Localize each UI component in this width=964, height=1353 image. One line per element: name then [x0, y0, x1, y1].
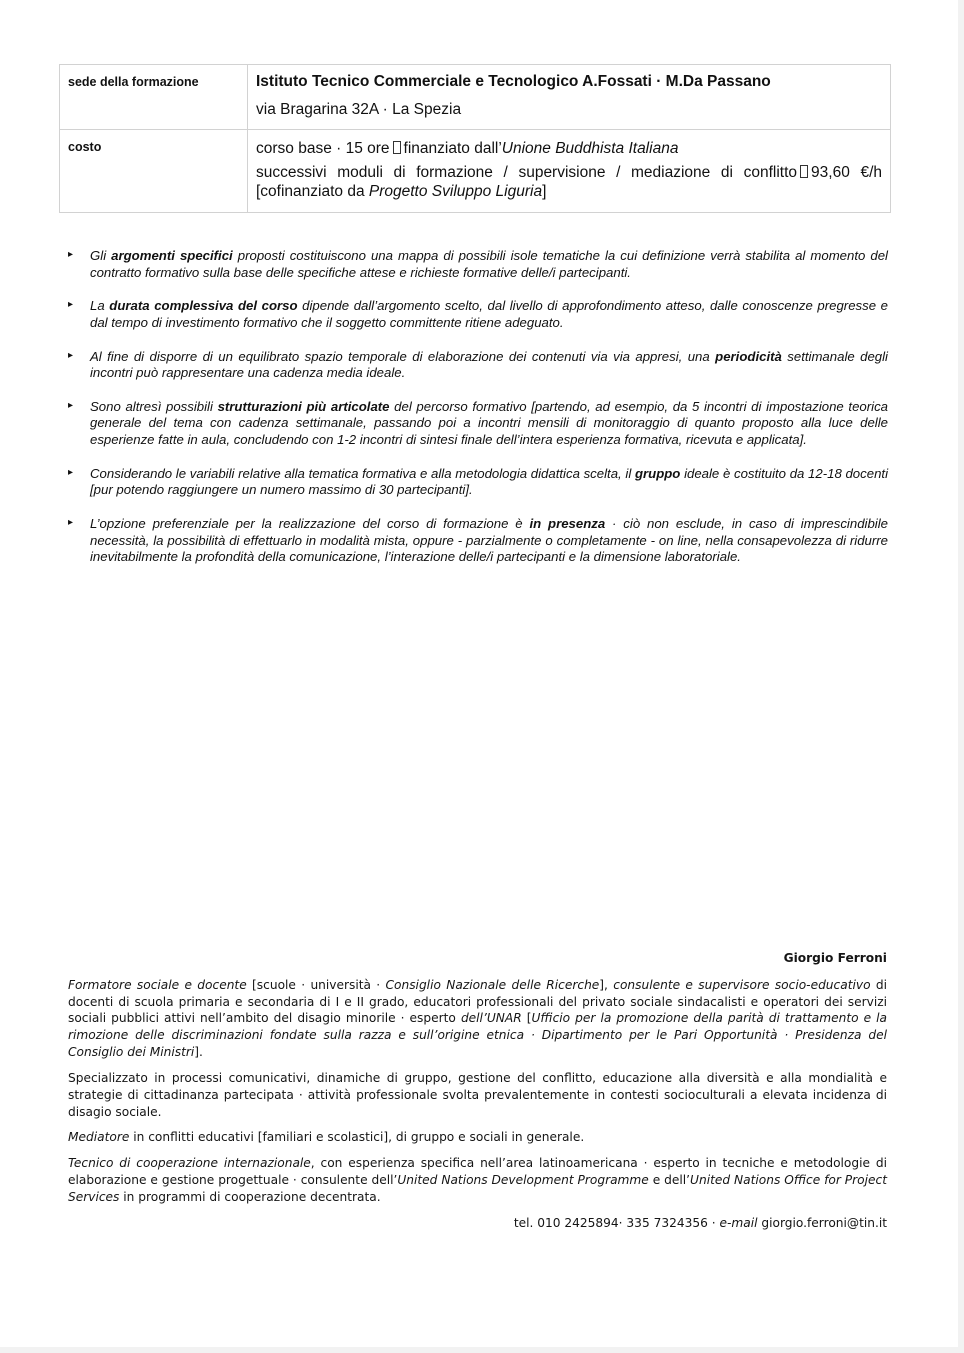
- bio-text: in conflitti educativi [familiari e scolastici], di gruppo e sociali in generale.: [129, 1130, 585, 1145]
- contact-phone: tel. 010 2425894· 335 7324356 ·: [513, 1215, 720, 1230]
- bio-text: , con esperienza specifica nell’area latinoamericana · esperto in tecniche e metodologie di elaborazione e gestione progettuale · consulente dell’: [68, 1156, 887, 1188]
- missing-glyph-icon: [393, 141, 401, 154]
- location-value: [248, 65, 891, 130]
- location-label: sede della formazione: [60, 65, 248, 130]
- bio-role: Formatore sociale e docente: [68, 977, 247, 992]
- bullet-item-duration: [68, 298, 888, 331]
- bullet-text: ideale è costituito da 12-18 docenti [pur potendo raggiungere un numero massimo di 30 partecipanti].: [90, 465, 888, 498]
- cost-cofund-open: [cofinanziato da: [256, 182, 369, 200]
- cost-funded-text: finanziato dall’: [403, 139, 502, 157]
- info-table: [59, 64, 891, 213]
- bullet-text: La: [90, 298, 110, 314]
- bullet-text: Al fine di disporre di un equilibrato spazio temporale di elaborazione dei contenuti via via appresi, una: [90, 348, 716, 364]
- cost-cofund-close: ]: [542, 182, 547, 200]
- author-signature: [68, 950, 887, 1232]
- bio-role: consulente e supervisore socio-educativo: [613, 977, 871, 992]
- contact-email[interactable]: giorgio.ferroni@tin.it: [757, 1215, 887, 1230]
- bio-text: in programmi di cooperazione decentrata.: [119, 1189, 381, 1204]
- bio-paragraph-1: [68, 977, 887, 1061]
- bullet-keyword: strutturazioni più articolate: [217, 398, 390, 414]
- bullet-text: L’opzione preferenziale per la realizzazione del corso di formazione è: [90, 515, 530, 531]
- bio-text: [: [521, 1011, 532, 1026]
- page-edge-bottom: [0, 1347, 964, 1353]
- bullet-text: settimanale degli incontri può rappresentare una cadenza media ideale.: [90, 348, 888, 381]
- bio-text: [scuole · università ·: [246, 977, 386, 992]
- location-row: [60, 65, 891, 130]
- bullet-keyword: periodicità: [715, 348, 782, 364]
- bullet-text: Sono altresì possibili: [90, 398, 218, 414]
- bio-org: United Nations Development Programme: [397, 1173, 649, 1188]
- bio-org: Consiglio Nazionale delle Ricerche: [385, 977, 600, 992]
- cost-rate: 93,60 €/h: [811, 164, 882, 182]
- bullet-text: · ciò non esclude, in caso di imprescindibile necessità, la possibilità di effettuarlo in modalità mista, oppure - parzialmente o completamente - on line, nella consapevolezza di ridurre inevitabilmente la profondità della comunicazione, l’interazione delle/i partecipanti e la dimensione laboratoriale.: [90, 515, 888, 565]
- cost-label: costo: [60, 129, 248, 212]
- missing-glyph-icon: [800, 165, 808, 178]
- bio-org: dell’UNAR: [460, 1011, 522, 1026]
- bullet-item-periodicity: [68, 349, 888, 382]
- bullet-item-structure: [68, 399, 888, 449]
- bullet-text: dipende dall’argomento scelto, dal livello di approfondimento atteso, dalle conoscenze pregresse e dal tempo di investimento formativo che il soggetto committente ritiene adeguato.: [90, 298, 888, 330]
- bullet-keyword: durata complessiva del corso: [109, 298, 298, 314]
- bullet-item-topics: [68, 248, 888, 281]
- bullet-keyword: in presenza: [529, 515, 606, 531]
- bio-text: di docenti di scuola primaria e secondaria di I e II grado, educatori professionali del privato sociale sindacalisti e operatori dei servizi sociali pubblici attivi nell’ambito del disagio minorile · esperto: [68, 977, 887, 1026]
- cost-line-base: [256, 139, 882, 159]
- bio-text: ],: [599, 977, 614, 992]
- location-title: Istituto Tecnico Commerciale e Tecnologico A.Fossati · M.Da Passano: [256, 73, 771, 90]
- bio-org: Ufficio per la promozione della parità di trattamento e la rimozione delle discriminazioni fondate sulla razza e sull’origine etnica · Dipartimento per le Pari Opportunità · Presidenza del Consiglio dei Ministri: [68, 1011, 887, 1060]
- contact-email-label: e-mail: [719, 1215, 758, 1230]
- bio-org: United Nations Office for Project Services: [68, 1173, 887, 1204]
- bio-paragraph-4: [68, 1155, 887, 1205]
- bio-paragraph-2: Specializzato in processi comunicativi, dinamiche di gruppo, gestione del conflitto, educazione alla diversità e alla mondialità e strategie di cittadinanza partecipata · attività professionale svolta prevalentemente in contesti socioculturali a elevata incidenza di disagio sociale.: [68, 1070, 887, 1119]
- bullet-item-group: [68, 466, 888, 499]
- bio-text: ].: [194, 1045, 203, 1060]
- cost-row: [60, 129, 891, 212]
- bio-paragraph-3: [68, 1129, 887, 1146]
- bio-role: Mediatore: [68, 1130, 130, 1145]
- bullet-keyword: argomenti specifici: [111, 248, 233, 263]
- cost-modules-text: successivi moduli di formazione / supervisione / mediazione di conflitto: [256, 164, 798, 182]
- page-edge: [958, 0, 964, 1353]
- bullet-text: proposti costituiscono una mappa di possibili isole tematiche la cui definizione verrà stabilita al momento del contratto formativo sulla base delle specifiche attese e richieste formative delle/i partecipanti.: [90, 248, 888, 280]
- bullet-text: del percorso formativo [partendo, ad esempio, da 5 incontri di impostazione teorica generale del tema con cadenza settimanale, passando poi a incontri mensili di monitoraggio di quanto proposto alla luce delle esperienze fatte in aula, concludendo con 1-2 incontri di sintesi finale dell’intera esperienza formativa, ricevuta e applicata].: [90, 398, 888, 447]
- cost-value: [248, 129, 891, 212]
- bullet-text: Gli: [90, 248, 112, 263]
- cost-funder: Unione Buddhista Italiana: [501, 139, 679, 157]
- bullet-list: [68, 248, 888, 583]
- cost-cofunder: Progetto Sviluppo Liguria: [368, 182, 543, 200]
- bullet-item-presence: [68, 516, 888, 566]
- cost-line-modules: [256, 164, 882, 201]
- contact-line: [68, 1215, 887, 1232]
- bio-role: Tecnico di cooperazione internazionale: [68, 1156, 311, 1171]
- bio-text: e dell’: [648, 1173, 691, 1188]
- bullet-text: Considerando le variabili relative alla tematica formativa e alla metodologia didattica scelta, il: [90, 465, 635, 481]
- author-name: Giorgio Ferroni: [783, 951, 887, 965]
- bullet-keyword: gruppo: [634, 465, 681, 481]
- location-address: via Bragarina 32A · La Spezia: [256, 101, 462, 119]
- cost-base-text: corso base · 15 ore: [256, 139, 390, 157]
